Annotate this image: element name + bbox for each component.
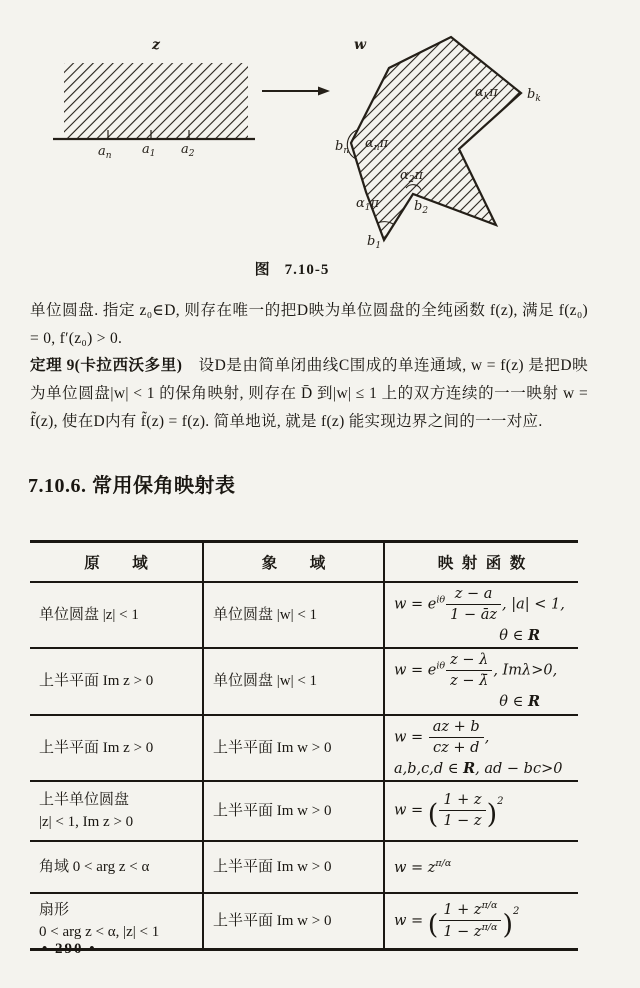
w-plane-diagram — [335, 37, 541, 251]
theorem-lead: 定理 9(卡拉西沃多里) — [30, 357, 183, 374]
vertex-label-b2: $b_2$ — [414, 199, 429, 216]
original-domain: 上半平面 Im z > 0 — [39, 740, 154, 757]
z-plane-diagram — [53, 37, 255, 161]
mapping-formula: $w = z^{\pi/\alpha}$ — [394, 857, 452, 876]
upper-half-plane-hatching — [64, 63, 248, 139]
figure-caption: 图 7.10-5 — [254, 262, 330, 278]
axis-point-label-a1: $a_1$ — [142, 142, 156, 159]
image-domain: 单位圆盘 |w| < 1 — [213, 606, 318, 623]
z-plane-label: z — [152, 37, 160, 53]
image-domain: 上半平面 Im w > 0 — [213, 913, 332, 930]
original-domain-line2: 0 < arg z < α, |z| < 1 — [39, 924, 160, 941]
image-domain: 上半平面 Im w > 0 — [213, 859, 332, 876]
mapping-formula: w = ( $\frac{1 + z^{\pi/\alpha}}{1 - z^{\pi/\alpha}}$ )$^2$ — [394, 900, 520, 941]
figure-7-10-5 — [36, 22, 584, 254]
section-heading: 7.10.6. 常用保角映射表 — [28, 475, 236, 497]
vertex-label-bn: $b_n$ — [335, 139, 350, 156]
table-row — [30, 781, 578, 841]
mapping-formula: w = $\frac{az + b}{cz + d}$ , — [394, 718, 490, 756]
page-number: • 290 • — [42, 941, 97, 957]
paragraph-unit-disk: 单位圆盘. 指定 z₀∈D, 则存在唯一的把D映为单位圆盘的全纯函数 f(z), 满足 f(z₀) = 0, f′(z₀) > 0. — [30, 302, 588, 347]
original-domain: 上半平面 Im z > 0 — [39, 673, 154, 690]
mapping-formula: $w = e^{i\theta}$ $\frac{z - \lambda}{z - \lambdā}$ , Imλ>0, — [394, 652, 558, 690]
angle-label-alpha2pi: $\alpha_2\pi$ — [400, 168, 424, 185]
table-row — [30, 715, 578, 782]
mapping-formula: $w = e^{i\theta}$ $\frac{z - a}{1 - āz}$ , |a| < 1, — [394, 585, 565, 623]
vertex-label-b1: $b_1$ — [367, 234, 382, 251]
angle-label-alpha1pi: $\alpha_1\pi$ — [356, 196, 380, 213]
image-domain: 上半平面 Im w > 0 — [213, 803, 332, 820]
angle-label-alphanpi: $\alpha_n\pi$ — [365, 136, 389, 153]
vertex-label-bk: $b_k$ — [527, 87, 541, 104]
table-row — [30, 893, 578, 949]
formula-condition: a,b,c,d ∈ R, ad − bc>0 — [394, 760, 563, 778]
mapping-arrow — [262, 87, 330, 96]
header-image-domain: 象域 — [203, 542, 384, 582]
table-row — [30, 648, 578, 715]
original-domain: 扇形 — [39, 902, 70, 919]
formula-condition: θ ∈ R — [499, 693, 540, 711]
conformal-mapping-table — [30, 540, 578, 951]
axis-point-label-an: $a_n$ — [98, 144, 112, 161]
theorem-body: 设D是由简单闭曲线C围成的单连通域, w = f(z) 是把D映为单位圆盘|w| < 1 的保角映射, 则存在 D̄ 到|w| ≤ 1 上的双方连续的一一映射 w = f̃(z), 使在D内有 f̃(z) = f(z). 简单地说, 就是 f(z) 能实现边界之间的一一对应. — [30, 357, 588, 430]
header-mapping-function: 映射函数 — [384, 542, 578, 582]
table-header-row — [30, 542, 578, 582]
original-domain: 上半单位圆盘 — [39, 792, 130, 809]
axis-point-label-a2: $a_2$ — [181, 142, 195, 159]
original-domain: 单位圆盘 |z| < 1 — [39, 606, 139, 623]
image-domain: 上半平面 Im w > 0 — [213, 740, 332, 757]
header-original-domain: 原域 — [84, 554, 181, 572]
paragraph-theorem9 — [30, 352, 588, 436]
table-row — [30, 841, 578, 893]
mapping-formula: w = ( $\frac{1 + z}{1 - z}$ )$^2$ — [394, 792, 504, 831]
w-plane-label: w — [354, 37, 367, 53]
original-domain-line2: |z| < 1, Im z > 0 — [39, 814, 134, 831]
angle-label-alphakpi: $\alpha_k\pi$ — [475, 85, 498, 102]
table-row — [30, 582, 578, 649]
original-domain: 角域 0 < arg z < α — [39, 859, 150, 876]
image-domain: 单位圆盘 |w| < 1 — [213, 673, 318, 690]
formula-condition: θ ∈ R — [499, 626, 540, 644]
